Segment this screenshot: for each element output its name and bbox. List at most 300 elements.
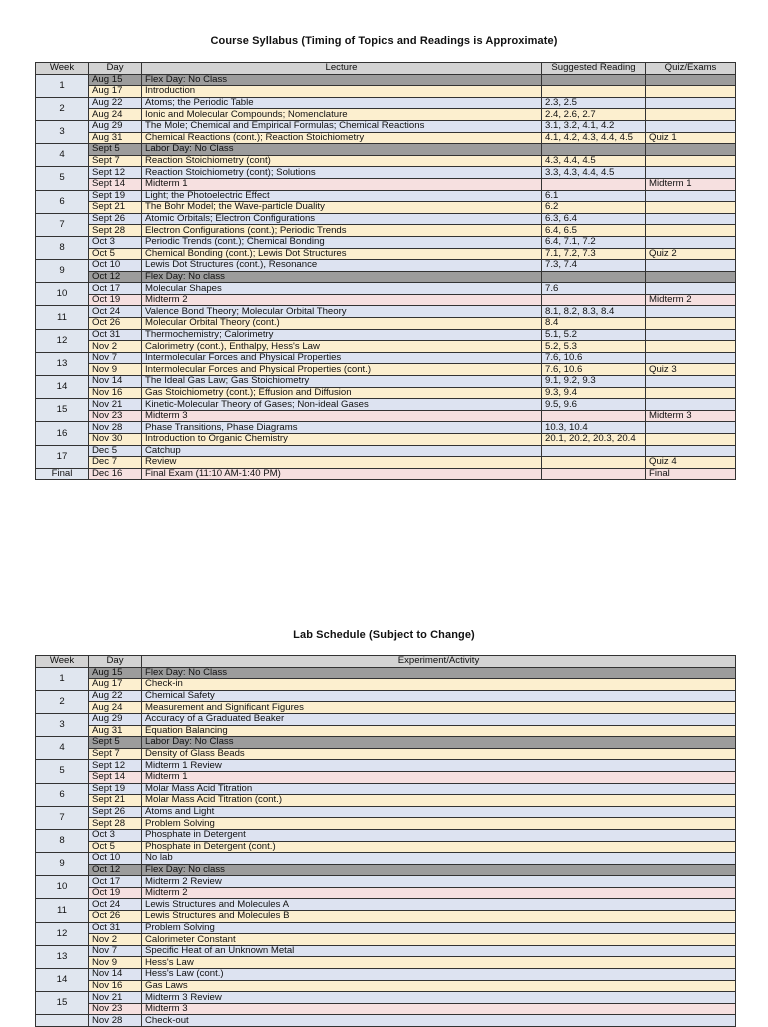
reading-cell: 6.4, 6.5 bbox=[542, 225, 646, 237]
table-row bbox=[36, 876, 736, 888]
table-row bbox=[36, 74, 736, 86]
quiz-cell bbox=[646, 283, 736, 295]
day-cell: Nov 2 bbox=[89, 341, 142, 353]
activity-cell: Check-in bbox=[142, 679, 736, 691]
activity-cell: Midterm 3 Review bbox=[142, 992, 736, 1004]
day-cell: Oct 24 bbox=[89, 306, 142, 318]
day-cell: Oct 31 bbox=[89, 329, 142, 341]
week-cell: Final bbox=[36, 468, 89, 480]
day-cell: Nov 14 bbox=[89, 969, 142, 981]
header-day: Day bbox=[89, 656, 142, 668]
week-cell bbox=[36, 1015, 89, 1027]
reading-cell: 6.3, 6.4 bbox=[542, 213, 646, 225]
week-cell: 11 bbox=[36, 306, 89, 329]
activity-cell: Hess's Law bbox=[142, 957, 736, 969]
activity-cell: Problem Solving bbox=[142, 922, 736, 934]
activity-cell: Atoms and Light bbox=[142, 806, 736, 818]
week-cell: 13 bbox=[36, 352, 89, 375]
table-row bbox=[36, 969, 736, 981]
activity-cell: Labor Day: No Class bbox=[142, 737, 736, 749]
table-row bbox=[36, 818, 736, 830]
day-cell: Nov 7 bbox=[89, 352, 142, 364]
reading-cell: 7.6, 10.6 bbox=[542, 364, 646, 376]
day-cell: Sept 7 bbox=[89, 155, 142, 167]
day-cell: Aug 22 bbox=[89, 690, 142, 702]
day-cell: Sept 12 bbox=[89, 760, 142, 772]
table-row bbox=[36, 202, 736, 214]
reading-cell bbox=[542, 178, 646, 190]
lecture-cell: Review bbox=[142, 457, 542, 469]
quiz-cell bbox=[646, 120, 736, 132]
week-cell: 9 bbox=[36, 260, 89, 283]
activity-cell: Midterm 2 bbox=[142, 887, 736, 899]
week-cell: 7 bbox=[36, 213, 89, 236]
lecture-cell: Midterm 2 bbox=[142, 294, 542, 306]
lecture-cell: Light; the Photoelectric Effect bbox=[142, 190, 542, 202]
syllabus-title: Course Syllabus (Timing of Topics and Readings is Approximate) bbox=[210, 35, 558, 47]
reading-cell: 4.3, 4.4, 4.5 bbox=[542, 155, 646, 167]
table-row bbox=[36, 945, 736, 957]
reading-cell: 4.1, 4.2, 4.3, 4.4, 4.5 bbox=[542, 132, 646, 144]
table-row bbox=[36, 737, 736, 749]
table-row bbox=[36, 806, 736, 818]
lecture-cell: Lewis Dot Structures (cont.), Resonance bbox=[142, 260, 542, 272]
table-row bbox=[36, 341, 736, 353]
week-cell: 6 bbox=[36, 783, 89, 806]
table-row bbox=[36, 399, 736, 411]
reading-cell: 6.2 bbox=[542, 202, 646, 214]
table-row bbox=[36, 364, 736, 376]
day-cell: Sept 7 bbox=[89, 748, 142, 760]
reading-cell bbox=[542, 86, 646, 98]
lecture-cell: Midterm 1 bbox=[142, 178, 542, 190]
table-row bbox=[36, 864, 736, 876]
activity-cell: Specific Heat of an Unknown Metal bbox=[142, 945, 736, 957]
day-cell: Oct 26 bbox=[89, 318, 142, 330]
table-row bbox=[36, 376, 736, 388]
week-cell: 9 bbox=[36, 853, 89, 876]
table-row bbox=[36, 260, 736, 272]
reading-cell: 10.3, 10.4 bbox=[542, 422, 646, 434]
day-cell: Aug 17 bbox=[89, 679, 142, 691]
lab-table bbox=[35, 655, 736, 1027]
reading-cell: 7.6 bbox=[542, 283, 646, 295]
day-cell: Oct 19 bbox=[89, 887, 142, 899]
table-row bbox=[36, 771, 736, 783]
table-row bbox=[36, 109, 736, 121]
quiz-cell bbox=[646, 445, 736, 457]
header-lecture: Lecture bbox=[142, 63, 542, 75]
activity-cell: Density of Glass Beads bbox=[142, 748, 736, 760]
table-row bbox=[36, 387, 736, 399]
day-cell: Oct 17 bbox=[89, 283, 142, 295]
day-cell: Dec 5 bbox=[89, 445, 142, 457]
quiz-cell: Final bbox=[646, 468, 736, 480]
table-row bbox=[36, 934, 736, 946]
reading-cell bbox=[542, 457, 646, 469]
table-row bbox=[36, 980, 736, 992]
quiz-cell: Quiz 2 bbox=[646, 248, 736, 260]
activity-cell: Accuracy of a Graduated Beaker bbox=[142, 713, 736, 725]
table-row bbox=[36, 190, 736, 202]
table-row bbox=[36, 167, 736, 179]
lab-title: Lab Schedule (Subject to Change) bbox=[293, 629, 475, 641]
week-cell: 16 bbox=[36, 422, 89, 445]
table-row bbox=[36, 306, 736, 318]
week-cell: 14 bbox=[36, 969, 89, 992]
lecture-cell: Gas Stoichiometry (cont.); Effusion and Diffusion bbox=[142, 387, 542, 399]
table-row bbox=[36, 760, 736, 772]
lecture-cell: Labor Day: No Class bbox=[142, 144, 542, 156]
activity-cell: Calorimeter Constant bbox=[142, 934, 736, 946]
lecture-cell: Introduction to Organic Chemistry bbox=[142, 434, 542, 446]
week-cell: 10 bbox=[36, 283, 89, 306]
table-row bbox=[36, 853, 736, 865]
week-cell: 12 bbox=[36, 329, 89, 352]
table-row bbox=[36, 132, 736, 144]
table-row bbox=[36, 1003, 736, 1015]
lecture-cell: Catchup bbox=[142, 445, 542, 457]
lecture-cell: The Bohr Model; the Wave-particle Duality bbox=[142, 202, 542, 214]
day-cell: Aug 15 bbox=[89, 74, 142, 86]
activity-cell: Hess's Law (cont.) bbox=[142, 969, 736, 981]
reading-cell: 9.3, 9.4 bbox=[542, 387, 646, 399]
quiz-cell bbox=[646, 271, 736, 283]
reading-cell: 5.1, 5.2 bbox=[542, 329, 646, 341]
lecture-cell: Thermochemistry; Calorimetry bbox=[142, 329, 542, 341]
week-cell: 14 bbox=[36, 376, 89, 399]
table-row bbox=[36, 225, 736, 237]
table-row bbox=[36, 829, 736, 841]
quiz-cell bbox=[646, 318, 736, 330]
header-week: Week bbox=[36, 63, 89, 75]
lecture-cell: Molecular Orbital Theory (cont.) bbox=[142, 318, 542, 330]
header-reading: Suggested Reading bbox=[542, 63, 646, 75]
day-cell: Nov 28 bbox=[89, 1015, 142, 1027]
activity-cell: Chemical Safety bbox=[142, 690, 736, 702]
table-row bbox=[36, 97, 736, 109]
lecture-cell: Valence Bond Theory; Molecular Orbital Theory bbox=[142, 306, 542, 318]
day-cell: Aug 17 bbox=[89, 86, 142, 98]
header-quiz: Quiz/Exams bbox=[646, 63, 736, 75]
day-cell: Nov 21 bbox=[89, 399, 142, 411]
reading-cell: 20.1, 20.2, 20.3, 20.4 bbox=[542, 434, 646, 446]
day-cell: Dec 16 bbox=[89, 468, 142, 480]
activity-cell: Midterm 3 bbox=[142, 1003, 736, 1015]
quiz-cell bbox=[646, 352, 736, 364]
week-cell: 4 bbox=[36, 737, 89, 760]
day-cell: Oct 12 bbox=[89, 271, 142, 283]
quiz-cell bbox=[646, 202, 736, 214]
reading-cell bbox=[542, 468, 646, 480]
day-cell: Oct 3 bbox=[89, 829, 142, 841]
reading-cell: 7.1, 7.2, 7.3 bbox=[542, 248, 646, 260]
day-cell: Oct 24 bbox=[89, 899, 142, 911]
table-row bbox=[36, 957, 736, 969]
lecture-cell: Atomic Orbitals; Electron Configurations bbox=[142, 213, 542, 225]
quiz-cell bbox=[646, 155, 736, 167]
activity-cell: Molar Mass Acid Titration (cont.) bbox=[142, 795, 736, 807]
quiz-cell bbox=[646, 260, 736, 272]
table-row bbox=[36, 702, 736, 714]
lecture-cell: Introduction bbox=[142, 86, 542, 98]
reading-cell bbox=[542, 445, 646, 457]
table-row bbox=[36, 410, 736, 422]
day-cell: Sept 28 bbox=[89, 225, 142, 237]
table-row bbox=[36, 795, 736, 807]
activity-cell: Lewis Structures and Molecules B bbox=[142, 911, 736, 923]
reading-cell bbox=[542, 294, 646, 306]
day-cell: Nov 28 bbox=[89, 422, 142, 434]
quiz-cell: Midterm 3 bbox=[646, 410, 736, 422]
lecture-cell: Reaction Stoichiometry (cont) bbox=[142, 155, 542, 167]
table-row bbox=[36, 887, 736, 899]
week-cell: 7 bbox=[36, 806, 89, 829]
table-row bbox=[36, 236, 736, 248]
day-cell: Sept 28 bbox=[89, 818, 142, 830]
quiz-cell bbox=[646, 329, 736, 341]
header-day: Day bbox=[89, 63, 142, 75]
activity-cell: Phosphate in Detergent bbox=[142, 829, 736, 841]
quiz-cell bbox=[646, 213, 736, 225]
reading-cell: 7.3, 7.4 bbox=[542, 260, 646, 272]
week-cell: 11 bbox=[36, 899, 89, 922]
week-cell: 6 bbox=[36, 190, 89, 213]
quiz-cell: Quiz 4 bbox=[646, 457, 736, 469]
table-row bbox=[36, 422, 736, 434]
day-cell: Sept 19 bbox=[89, 190, 142, 202]
day-cell: Sept 14 bbox=[89, 178, 142, 190]
lecture-cell: Ionic and Molecular Compounds; Nomenclature bbox=[142, 109, 542, 121]
table-row bbox=[36, 120, 736, 132]
activity-cell: Check-out bbox=[142, 1015, 736, 1027]
activity-cell: Problem Solving bbox=[142, 818, 736, 830]
table-row bbox=[36, 468, 736, 480]
header-activity: Experiment/Activity bbox=[142, 656, 736, 668]
reading-cell: 6.4, 7.1, 7.2 bbox=[542, 236, 646, 248]
reading-cell: 3.3, 4.3, 4.4, 4.5 bbox=[542, 167, 646, 179]
table-row bbox=[36, 329, 736, 341]
table-row bbox=[36, 667, 736, 679]
day-cell: Aug 29 bbox=[89, 120, 142, 132]
lecture-cell: Flex Day: No class bbox=[142, 271, 542, 283]
activity-cell: Molar Mass Acid Titration bbox=[142, 783, 736, 795]
day-cell: Nov 21 bbox=[89, 992, 142, 1004]
activity-cell: Equation Balancing bbox=[142, 725, 736, 737]
lecture-cell: The Ideal Gas Law; Gas Stoichiometry bbox=[142, 376, 542, 388]
day-cell: Sept 14 bbox=[89, 771, 142, 783]
header-week: Week bbox=[36, 656, 89, 668]
table-row bbox=[36, 713, 736, 725]
activity-cell: Midterm 1 bbox=[142, 771, 736, 783]
quiz-cell bbox=[646, 86, 736, 98]
day-cell: Nov 16 bbox=[89, 980, 142, 992]
activity-cell: Midterm 1 Review bbox=[142, 760, 736, 772]
table-row bbox=[36, 144, 736, 156]
week-cell: 2 bbox=[36, 690, 89, 713]
day-cell: Nov 7 bbox=[89, 945, 142, 957]
lecture-cell: Intermolecular Forces and Physical Properties bbox=[142, 352, 542, 364]
quiz-cell: Midterm 1 bbox=[646, 178, 736, 190]
week-cell: 4 bbox=[36, 144, 89, 167]
reading-cell: 8.1, 8.2, 8.3, 8.4 bbox=[542, 306, 646, 318]
week-cell: 13 bbox=[36, 945, 89, 968]
day-cell: Oct 5 bbox=[89, 248, 142, 260]
quiz-cell bbox=[646, 236, 736, 248]
table-row bbox=[36, 248, 736, 260]
table-row bbox=[36, 213, 736, 225]
quiz-cell bbox=[646, 97, 736, 109]
quiz-cell: Midterm 2 bbox=[646, 294, 736, 306]
quiz-cell bbox=[646, 225, 736, 237]
lab-header-row bbox=[36, 656, 736, 668]
table-row bbox=[36, 922, 736, 934]
week-cell: 1 bbox=[36, 74, 89, 97]
day-cell: Dec 7 bbox=[89, 457, 142, 469]
lecture-cell: Electron Configurations (cont.); Periodic Trends bbox=[142, 225, 542, 237]
day-cell: Oct 10 bbox=[89, 853, 142, 865]
week-cell: 3 bbox=[36, 713, 89, 736]
week-cell: 2 bbox=[36, 97, 89, 120]
quiz-cell bbox=[646, 190, 736, 202]
syllabus-table bbox=[35, 62, 736, 480]
table-row bbox=[36, 352, 736, 364]
lecture-cell: Intermolecular Forces and Physical Properties (cont.) bbox=[142, 364, 542, 376]
activity-cell: Flex Day: No class bbox=[142, 864, 736, 876]
quiz-cell bbox=[646, 399, 736, 411]
reading-cell: 8.4 bbox=[542, 318, 646, 330]
lecture-cell: Chemical Bonding (cont.); Lewis Dot Structures bbox=[142, 248, 542, 260]
week-cell: 8 bbox=[36, 236, 89, 259]
day-cell: Oct 5 bbox=[89, 841, 142, 853]
lecture-cell: The Mole; Chemical and Empirical Formulas; Chemical Reactions bbox=[142, 120, 542, 132]
table-row bbox=[36, 178, 736, 190]
week-cell: 15 bbox=[36, 399, 89, 422]
day-cell: Sept 26 bbox=[89, 806, 142, 818]
activity-cell: Midterm 2 Review bbox=[142, 876, 736, 888]
quiz-cell bbox=[646, 167, 736, 179]
day-cell: Aug 31 bbox=[89, 725, 142, 737]
day-cell: Sept 19 bbox=[89, 783, 142, 795]
day-cell: Sept 21 bbox=[89, 795, 142, 807]
reading-cell: 9.5, 9.6 bbox=[542, 399, 646, 411]
reading-cell: 3.1, 3.2, 4.1, 4.2 bbox=[542, 120, 646, 132]
table-row bbox=[36, 783, 736, 795]
week-cell: 5 bbox=[36, 760, 89, 783]
day-cell: Oct 19 bbox=[89, 294, 142, 306]
quiz-cell bbox=[646, 376, 736, 388]
activity-cell: Phosphate in Detergent (cont.) bbox=[142, 841, 736, 853]
quiz-cell bbox=[646, 434, 736, 446]
table-row bbox=[36, 911, 736, 923]
table-row bbox=[36, 155, 736, 167]
table-row bbox=[36, 1015, 736, 1027]
lecture-cell: Kinetic-Molecular Theory of Gases; Non-ideal Gases bbox=[142, 399, 542, 411]
quiz-cell bbox=[646, 144, 736, 156]
reading-cell bbox=[542, 410, 646, 422]
lecture-cell: Reaction Stoichiometry (cont); Solutions bbox=[142, 167, 542, 179]
table-row bbox=[36, 434, 736, 446]
day-cell: Nov 30 bbox=[89, 434, 142, 446]
quiz-cell: Quiz 1 bbox=[646, 132, 736, 144]
day-cell: Aug 22 bbox=[89, 97, 142, 109]
lecture-cell: Final Exam (11:10 AM-1:40 PM) bbox=[142, 468, 542, 480]
table-row bbox=[36, 318, 736, 330]
reading-cell bbox=[542, 271, 646, 283]
quiz-cell bbox=[646, 387, 736, 399]
lecture-cell: Flex Day: No Class bbox=[142, 74, 542, 86]
table-row bbox=[36, 457, 736, 469]
table-row bbox=[36, 86, 736, 98]
week-cell: 12 bbox=[36, 922, 89, 945]
week-cell: 5 bbox=[36, 167, 89, 190]
quiz-cell bbox=[646, 74, 736, 86]
activity-cell: Gas Laws bbox=[142, 980, 736, 992]
quiz-cell bbox=[646, 306, 736, 318]
day-cell: Oct 26 bbox=[89, 911, 142, 923]
day-cell: Aug 15 bbox=[89, 667, 142, 679]
activity-cell: Flex Day: No Class bbox=[142, 667, 736, 679]
reading-cell: 2.3, 2.5 bbox=[542, 97, 646, 109]
day-cell: Aug 29 bbox=[89, 713, 142, 725]
day-cell: Oct 3 bbox=[89, 236, 142, 248]
activity-cell: No lab bbox=[142, 853, 736, 865]
day-cell: Aug 24 bbox=[89, 109, 142, 121]
lecture-cell: Calorimetry (cont.), Enthalpy, Hess's Law bbox=[142, 341, 542, 353]
reading-cell: 2.4, 2.6, 2.7 bbox=[542, 109, 646, 121]
table-row bbox=[36, 271, 736, 283]
reading-cell: 5.2, 5.3 bbox=[542, 341, 646, 353]
reading-cell: 7.6, 10.6 bbox=[542, 352, 646, 364]
day-cell: Oct 17 bbox=[89, 876, 142, 888]
week-cell: 1 bbox=[36, 667, 89, 690]
lecture-cell: Periodic Trends (cont.); Chemical Bonding bbox=[142, 236, 542, 248]
quiz-cell: Quiz 3 bbox=[646, 364, 736, 376]
reading-cell: 6.1 bbox=[542, 190, 646, 202]
table-row bbox=[36, 445, 736, 457]
lecture-cell: Chemical Reactions (cont.); Reaction Stoichiometry bbox=[142, 132, 542, 144]
day-cell: Nov 23 bbox=[89, 1003, 142, 1015]
table-row bbox=[36, 283, 736, 295]
day-cell: Nov 9 bbox=[89, 364, 142, 376]
week-cell: 15 bbox=[36, 992, 89, 1015]
lecture-cell: Molecular Shapes bbox=[142, 283, 542, 295]
day-cell: Nov 9 bbox=[89, 957, 142, 969]
quiz-cell bbox=[646, 341, 736, 353]
table-row bbox=[36, 679, 736, 691]
reading-cell: 9.1, 9.2, 9.3 bbox=[542, 376, 646, 388]
day-cell: Nov 23 bbox=[89, 410, 142, 422]
week-cell: 17 bbox=[36, 445, 89, 468]
table-row bbox=[36, 725, 736, 737]
day-cell: Oct 10 bbox=[89, 260, 142, 272]
syllabus-header-row bbox=[36, 63, 736, 75]
activity-cell: Lewis Structures and Molecules A bbox=[142, 899, 736, 911]
day-cell: Sept 26 bbox=[89, 213, 142, 225]
reading-cell bbox=[542, 74, 646, 86]
table-row bbox=[36, 992, 736, 1004]
week-cell: 8 bbox=[36, 829, 89, 852]
day-cell: Sept 21 bbox=[89, 202, 142, 214]
day-cell: Aug 24 bbox=[89, 702, 142, 714]
lecture-cell: Atoms; the Periodic Table bbox=[142, 97, 542, 109]
quiz-cell bbox=[646, 109, 736, 121]
table-row bbox=[36, 294, 736, 306]
day-cell: Nov 2 bbox=[89, 934, 142, 946]
day-cell: Nov 14 bbox=[89, 376, 142, 388]
lecture-cell: Midterm 3 bbox=[142, 410, 542, 422]
day-cell: Nov 16 bbox=[89, 387, 142, 399]
